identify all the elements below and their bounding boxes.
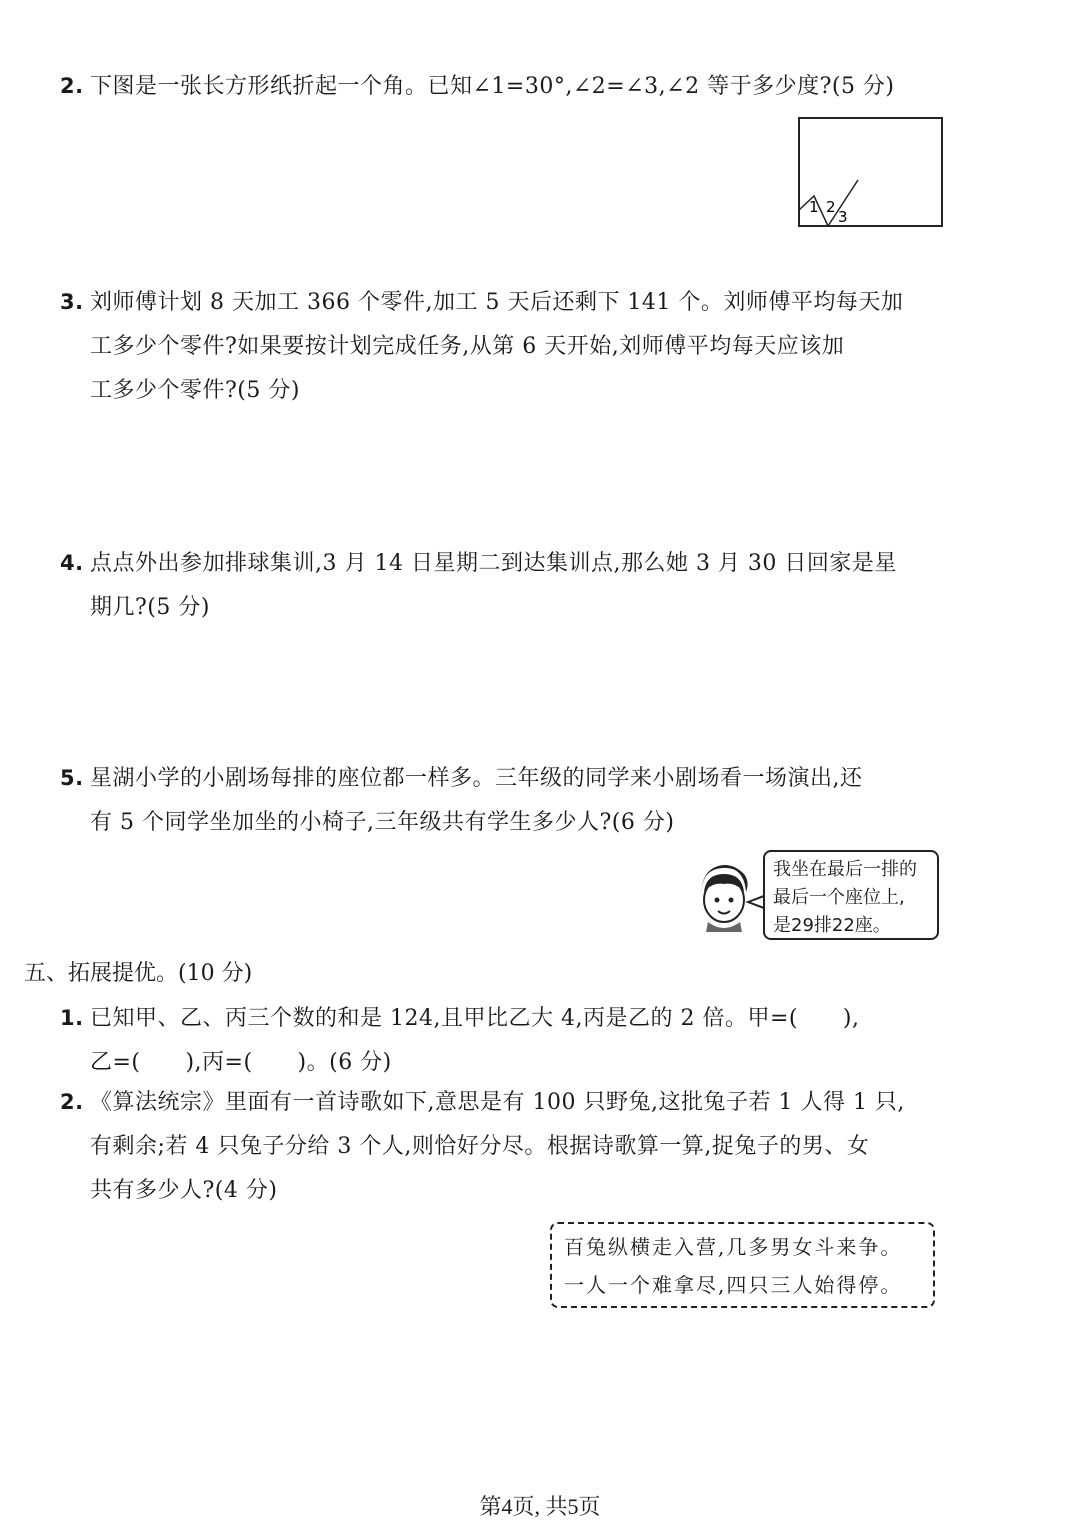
question-line: 工多少个零件?(5 分) [90,378,300,403]
question-number: 4. [60,551,84,575]
question-4 [60,541,950,630]
angle-label-2: 2 [826,198,836,216]
question-line: 星湖小学的小剧场每排的座位都一样多。三年级的同学来小剧场看一场演出,还 [90,766,863,791]
section5-question-2 [60,1080,950,1213]
boy-cartoon-icon [692,862,768,934]
question-number: 3. [60,290,84,314]
section-title: 五、拓展提优。(10 分) [24,961,253,986]
question-number: 5. [60,766,84,790]
page-footer: 第4页, 共5页 [479,1494,601,1519]
speech-bubble [763,850,939,940]
question-line: 共有多少人?(4 分) [90,1178,278,1203]
question-line: 工多少个零件?如果要按计划完成任务,从第 6 天开始,刘师傅平均每天应该加 [90,334,845,359]
poem-box [550,1222,935,1308]
question-3 [60,280,950,413]
bubble-line: 最后一个座位上, [773,887,905,908]
bubble-line: 是29排22座。 [773,915,891,936]
question-5 [60,756,950,845]
question-number: 2. [60,74,84,98]
question-line: 《算法统宗》里面有一首诗歌如下,意思是有 100 只野兔,这批兔子若 1 人得 1 只, [90,1090,905,1115]
poem-line: 百兔纵横走入营,几多男女斗来争。 [564,1235,903,1259]
question-number: 2. [60,1090,84,1114]
section5-question-1 [60,996,950,1085]
question-number: 1. [60,1006,84,1030]
angle-label-1: 1 [809,198,819,216]
question-line: 已知甲、乙、丙三个数的和是 124,且甲比乙大 4,丙是乙的 2 倍。甲=( ), [90,1006,860,1031]
question-line: 有 5 个同学坐加坐的小椅子,三年级共有学生多少人?(6 分) [90,810,675,835]
angle-label-3: 3 [838,208,848,226]
question-2 [60,64,950,109]
bubble-line: 我坐在最后一排的 [773,859,917,880]
question-line: 点点外出参加排球集训,3 月 14 日星期二到达集训点,那么她 3 月 30 日回家是星 [90,551,897,576]
question-line: 乙=( ),丙=( )。(6 分) [90,1050,392,1075]
question-line: 刘师傅计划 8 天加工 366 个零件,加工 5 天后还剩下 141 个。刘师傅平均每天加 [90,290,904,315]
question-line: 期几?(5 分) [90,595,210,620]
folded-paper-figure [796,116,946,231]
question-line: 有剩余;若 4 只兔子分给 3 个人,则恰好分尽。根据诗歌算一算,捉兔子的男、女 [90,1134,870,1159]
poem-line: 一人一个难拿尽,四只三人始得停。 [564,1273,903,1297]
question-text: 下图是一张长方形纸折起一个角。已知∠1=30°,∠2=∠3,∠2 等于多少度?(5 分) [90,74,895,99]
